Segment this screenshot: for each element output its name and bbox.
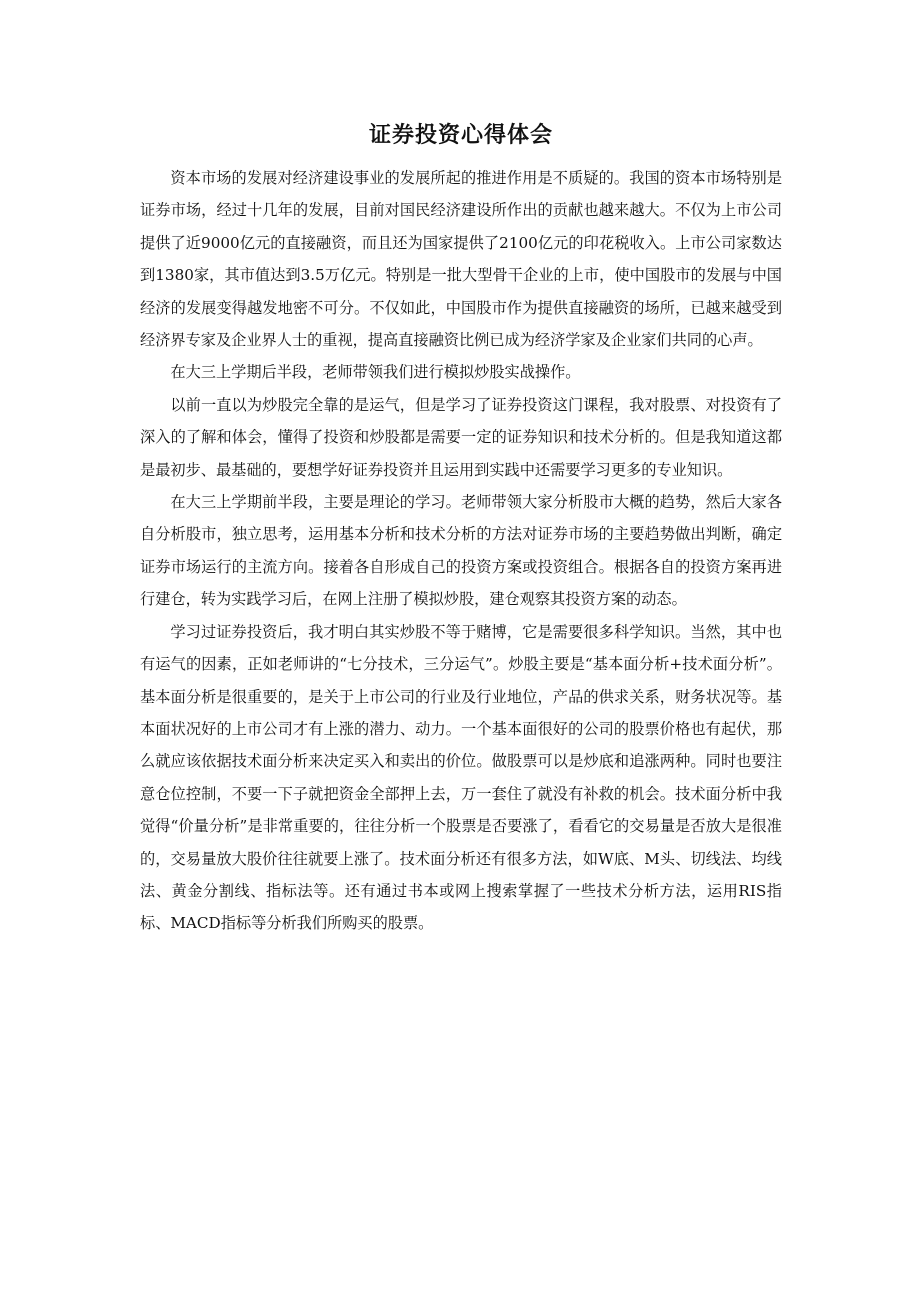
document-title: 证券投资心得体会 (368, 123, 553, 148)
document-body (140, 120, 782, 940)
paragraph-theory-study: 在大三上学期前半段，主要是理论的学习。老师带领大家分析股市大概的趋势，然后大家各自分析股市，独立思考，运用基本分析和技术分析的方法对证券市场的主要趋势做出判断，确定证券市场运行的主流方向。接着各自形成自己的投资方案或投资组合。根据各自的投资方案再进行建仓，转为实践学习后，在网上注册了模拟炒股，建仓观察其投资方案的动态。 (140, 493, 782, 609)
paragraph-prior-belief: 以前一直以为炒股完全靠的是运气，但是学习了证券投资这门课程，我对股票、对投资有了深入的了解和体会，懂得了投资和炒股都是需要一定的证券知识和技术分析的。但是我知道这都是最初步、最基础的，要想学好证券投资并且运用到实践中还需要学习更多的专业知识。 (140, 395, 782, 479)
paragraph-simulated-trading: 在大三上学期后半段，老师带领我们进行模拟炒股实战操作。 (170, 363, 581, 382)
paragraph-technical-analysis: 学习过证券投资后，我才明白其实炒股不等于赌博，它是需要很多科学知识。当然，其中也有运气的因素，正如老师讲的“七分技术，三分运气”。炒股主要是“基本面分析+技术面分析”。基本面分析是很重要的，是关于上市公司的行业及行业地位，产品的供求关系，财务状况等。基本面状况好的上市公司才有上涨的潜力、动力。一个基本面很好的公司的股票价格也有起伏，那么就应该依据技术面分析来决定买入和卖出的价位。做股票可以是炒底和追涨两种。同时也要注意仓位控制，不要一下子就把资金全部押上去，万一套住了就没有补救的机会。技术面分析中我觉得“价量分析”是非常重要的，往往分析一个股票是否要涨了，看看它的交易量是否放大是很准的，交易量放大股价往往就要上涨了。技术面分析还有很多方法，如W底、M头、切线法、均线法、黄金分割线、指标法等。还有通过书本或网上搜索掌握了一些技术分析方法，运用RIS指标、MACD指标等分析我们所购买的股票。 (140, 622, 782, 933)
paragraph-capital-market: 资本市场的发展对经济建设事业的发展所起的推进作用是不质疑的。我国的资本市场特别是证券市场，经过十几年的发展，目前对国民经济建设所作出的贡献也越来越大。不仅为上市公司提供了近9000亿元的直接融资，而且还为国家提供了2100亿元的印花税收入。上市公司家数达到1380家，其市值达到3.5万亿元。特别是一批大型骨干企业的上市，使中国股市的发展与中国经济的发展变得越发地密不可分。不仅如此，中国股市作为提供直接融资的场所，已越来越受到经济界专家及企业界人士的重视，提高直接融资比例已成为经济学家及企业家们共同的心声。 (140, 169, 782, 350)
